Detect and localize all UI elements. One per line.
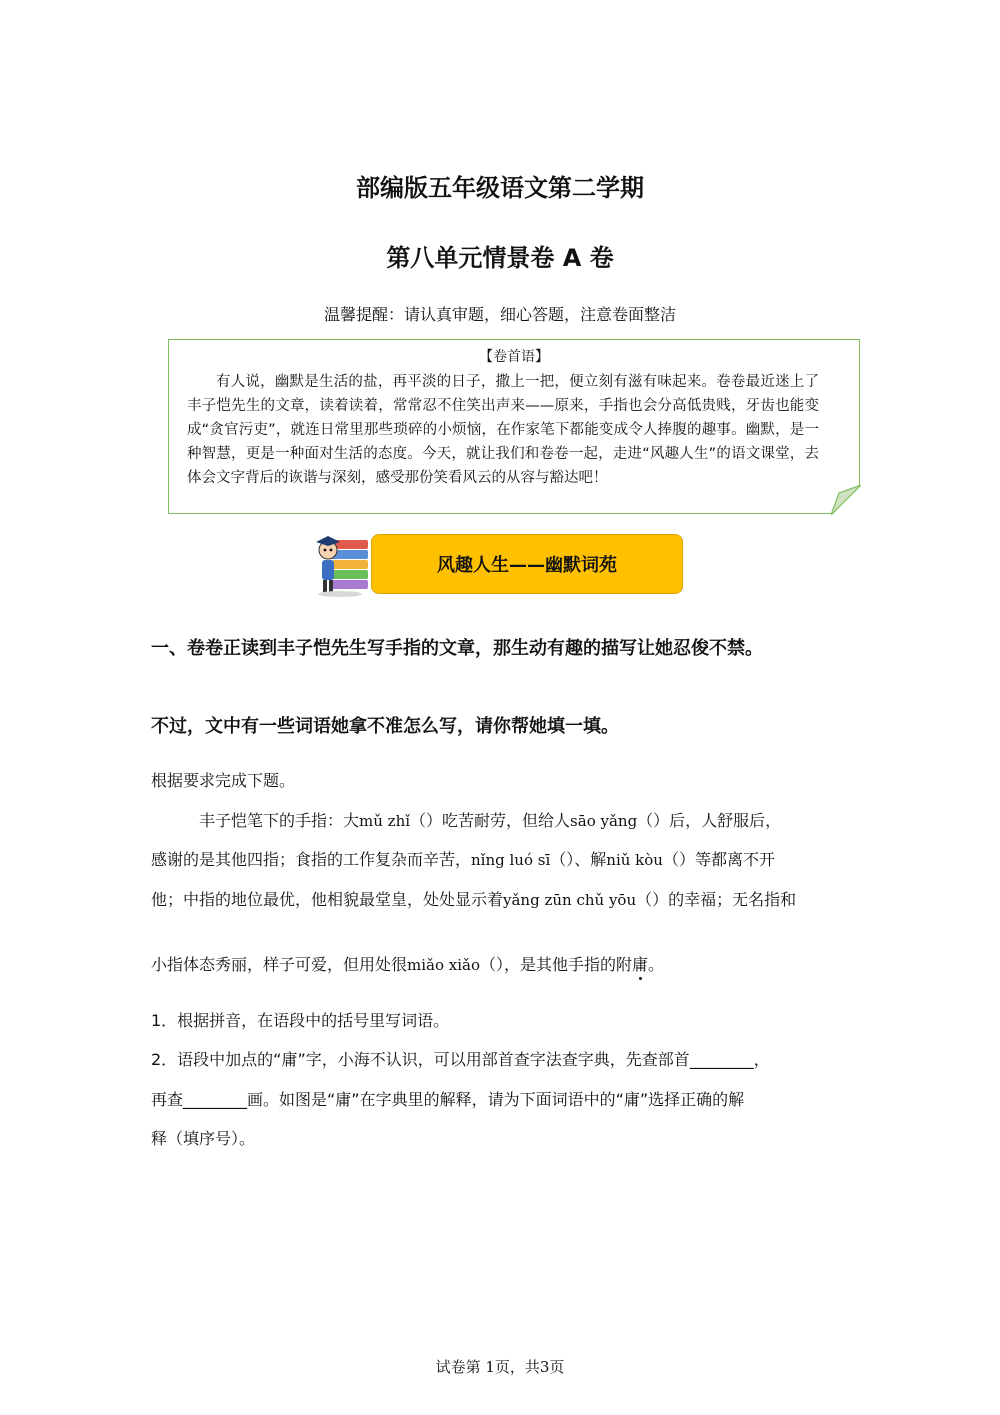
question-heading-line1: 一、卷卷正读到丰子恺先生写手指的文章，那生动有趣的描写让她忍俊不禁。 [151,638,763,659]
pinyin-saoyang: sāo yǎng [570,812,638,830]
passage-line-3: 他；中指的地位最优，他相貌最堂皇，处处显示着yǎng zūn chǔ yōu（）的幸福；无名指和 [151,890,797,909]
passage-line-2: 感谢的是其他四指；食指的工作复杂而辛苦，nǐng luó sī（）、解niǔ kòu（）等都离不开 [151,850,775,869]
page-fold-icon [831,485,861,515]
section-banner: 风趣人生——幽默词苑 [371,534,683,594]
question-heading-line2: 不过，文中有一些词语她拿不准怎么写，请你帮她填一填。 [151,716,619,737]
student-mascot-icon [310,532,374,598]
pinyin-muzhi: mǔ zhǐ [359,812,411,830]
passage-line-1: 丰子恺笔下的手指：大mǔ zhǐ（）吃苦耐劳，但给人sāo yǎng（）后，人舒服后， [199,811,782,830]
intro-text: 有人说，幽默是生活的盐，再平淡的日子，撒上一把，便立刻有滋有味起来。卷卷最近迷上了丰子恺先生的文章，读着读着，常常忍不住笑出声来——原来，手指也会分高低贵贱，牙齿也能变成“贪官污吏”，就连日常里那些琐碎的小烦恼，在作家笔下都能变成令人捧腹的趣事。幽默，是一种智慧，更是一种面对生活的态度。今天，就让我们和卷卷一起，走进“风趣人生”的语文课堂，去体会文字背后的诙谐与深刻，感受那份笑看风云的从容与豁达吧！ [187,374,819,486]
page-number: 试卷第 1页，共3页 [435,1358,565,1376]
pinyin-miaoxiao: miǎo xiǎo [407,956,481,974]
dotted-character: 庸 [632,955,649,974]
sub-question-2-line2: 再查________画。如图是“庸”在字典里的解释，请为下面词语中的“庸”选择正确的解 [151,1090,745,1109]
pinyin-ningluosi: nǐng luó sī [471,851,551,869]
sub-question-1: 1．根据拼音，在语段中的括号里写词语。 [151,1011,450,1030]
pinyin-niukou: niǔ kòu [606,851,663,869]
requirement-text: 根据要求完成下题。 [151,771,296,790]
sub-question-2-line3: 释（填序号）。 [151,1129,256,1148]
page-title: 部编版五年级语文第二学期 [356,174,644,202]
pinyin-yangzunchuyou: yǎng zūn chǔ yōu [503,891,637,909]
reminder-text: 温馨提醒：请认真审题，细心答题，注意卷面整洁 [323,305,676,324]
intro-heading: 【卷首语】 [479,349,549,365]
page-subtitle: 第八单元情景卷 A 卷 [386,244,614,272]
sub-question-2-line1: 2．语段中加点的“庸”字，小海不认识，可以用部首查字法查字典，先查部首________， [151,1050,770,1069]
intro-box [168,339,860,514]
passage-line-4: 小指体态秀丽，样子可爱，但用处很miǎo xiǎo（），是其他手指的附庸。 [151,955,665,974]
